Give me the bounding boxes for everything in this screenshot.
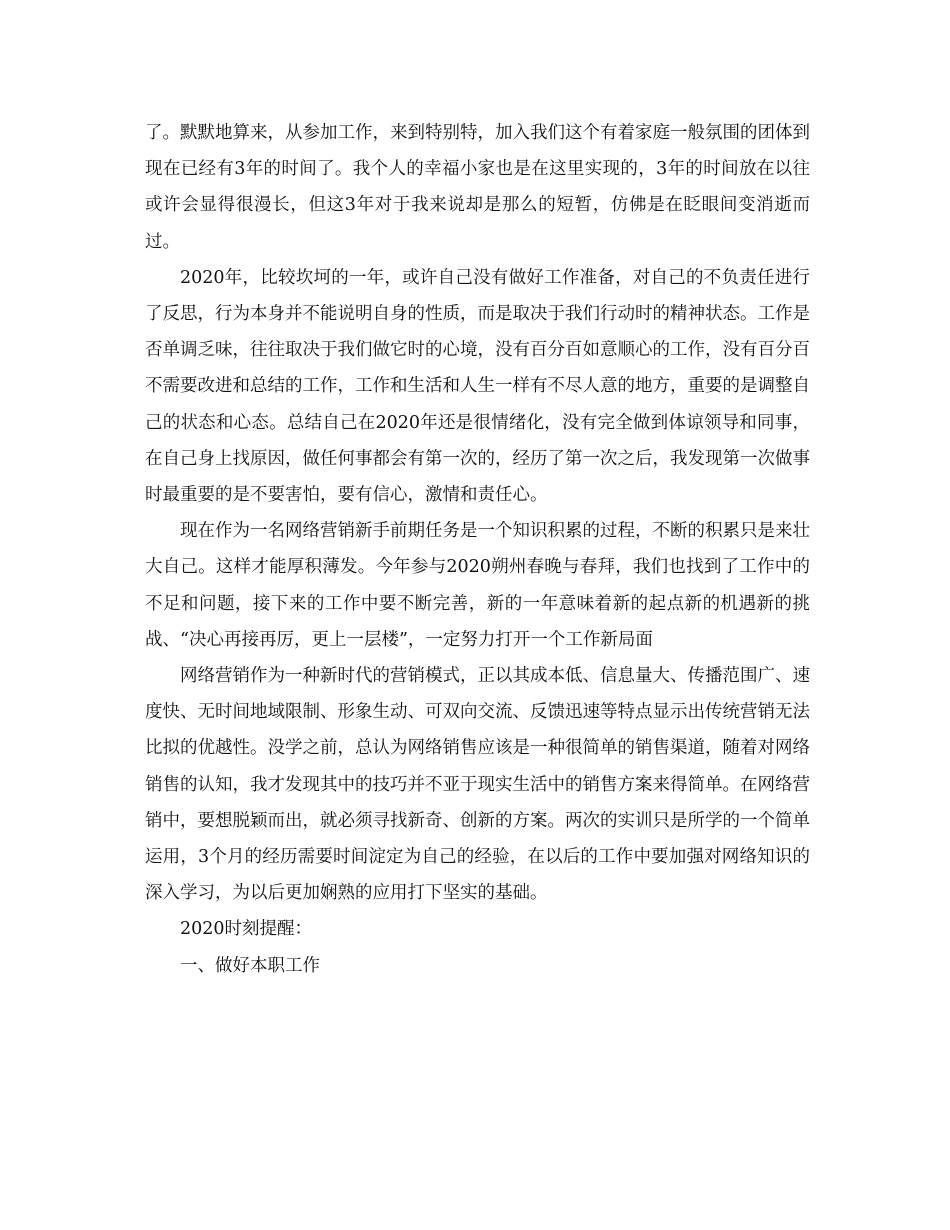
document-body — [145, 115, 810, 984]
paragraph-continuation: 了。默默地算来，从参加工作，来到特别特，加入我们这个有着家庭一般氛围的团体到现在已经有3年的时间了。我个人的幸福小家也是在这里实现的，3年的时间放在以往或许会显得很漫长，但这3年对于我来说却是那么的短暂，仿佛是在眨眼间变消逝而过。 — [145, 123, 810, 252]
paragraph-list-item-1: 一、做好本职工作 — [180, 955, 320, 976]
paragraph-network-marketing-model: 网络营销作为一种新时代的营销模式，正以其成本低、信息量大、传播范围广、速度快、无时间地域限制、形象生动、可双向交流、反馈迅速等特点显示出传统营销无法比拟的优越性。没学之前，总认为网络销售应该是一种很简单的销售渠道，随着对网络销售的认知，我才发现其中的技巧并不亚于现实生活中的销售方案来得简单。在网络营销中，要想脱颖而出，就必须寻找新奇、创新的方案。两次的实训只是所学的一个简单运用，3个月的经历需要时间淀定为自己的经验，在以后的工作中要加强对网络知识的深入学习，为以后更加娴熟的应用打下坚实的基础。 — [145, 666, 810, 904]
paragraph-network-marketing-newcomer: 现在作为一名网络营销新手前期任务是一个知识积累的过程，不断的积累只是来壮大自己。这样才能厚积薄发。今年参与2020朔州春晚与春拜，我们也找到了工作中的不足和问题，接下来的工作中要不断完善，新的一年意味着新的起点新的机遇新的挑战、“决心再接再厉，更上一层楼”，一定努力打开一个工作新局面 — [145, 521, 810, 650]
paragraph-2020-reflection: 2020年，比较坎坷的一年，或许自己没有做好工作准备，对自己的不负责任进行了反思，行为本身并不能说明自身的性质，而是取决于我们行动时的精神状态。工作是否单调乏味，往往取决于我们做它时的心境，没有百分百如意顺心的工作，没有百分百不需要改进和总结的工作，工作和生活和人生一样有不尽人意的地方，重要的是调整自己的状态和心态。总结自己在2020年还是很情绪化，没有完全做到体谅领导和同事，在自己身上找原因，做任何事都会有第一次的，经历了第一次之后，我发现第一次做事时最重要的是不要害怕，要有信心，激情和责任心。 — [145, 267, 810, 506]
paragraph-reminder-heading: 2020时刻提醒： — [180, 919, 313, 940]
